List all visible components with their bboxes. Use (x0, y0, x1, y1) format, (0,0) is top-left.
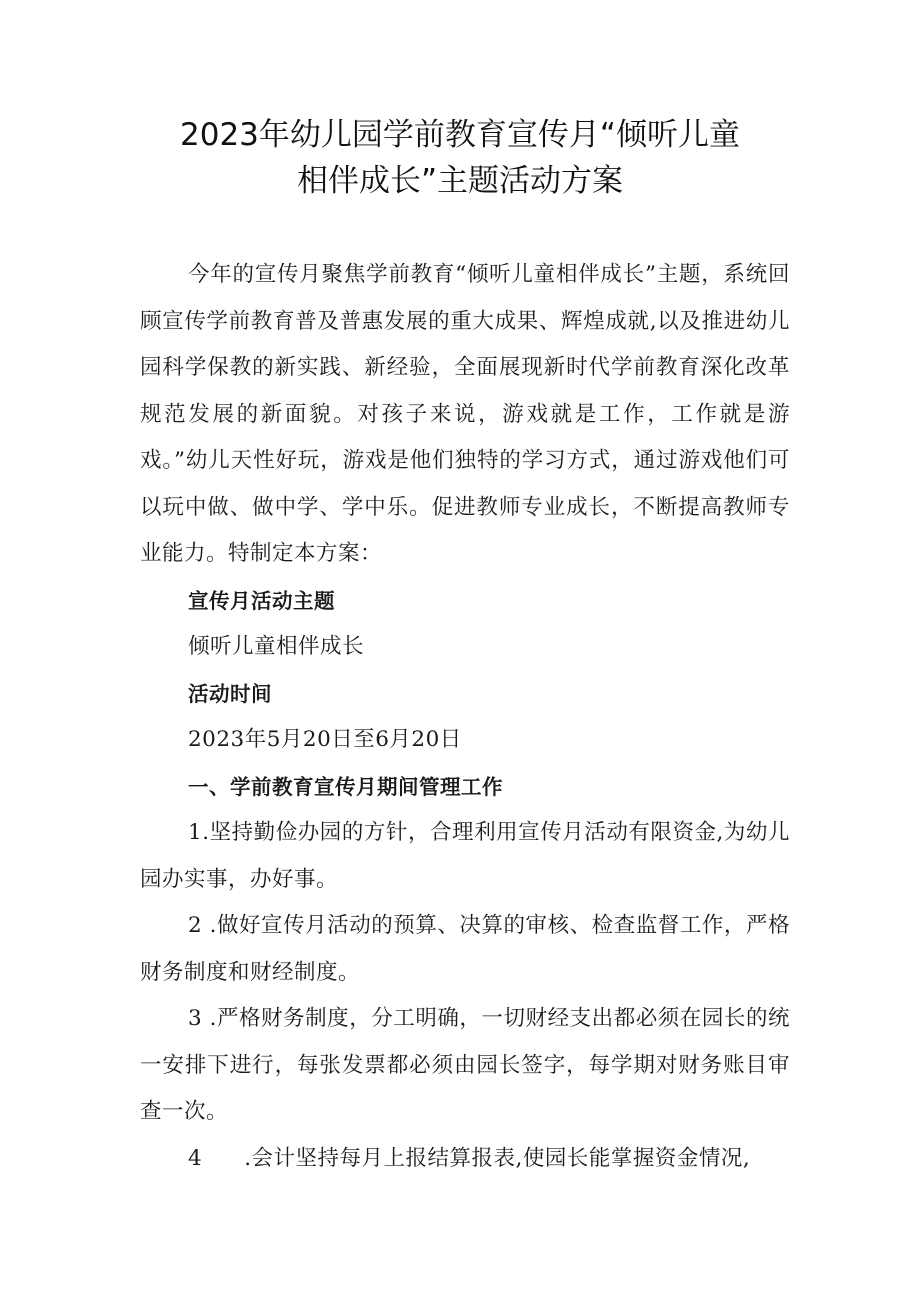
title-line-1: 2023年幼儿园学前教育宣传月“倾听儿童 (180, 117, 740, 153)
document-body (140, 252, 790, 1182)
theme-heading: 宣传月活动主题 (188, 588, 335, 613)
list-item (140, 996, 790, 1136)
list-item (140, 903, 790, 996)
item-number: 2 (188, 913, 203, 938)
list-item (140, 810, 790, 903)
title-line-2: 相伴成长”主题活动方案 (296, 163, 624, 199)
intro-paragraph: 今年的宣传月聚焦学前教育“倾听儿童相伴成长”主题，系统回顾宣传学前教育普及普惠发展的重大成果、辉煌成就,以及推进幼儿园科学保教的新实践、新经验，全面展现新时代学前教育深化改革规范发展的新面貌。对孩子来说，游戏就是工作，工作就是游戏。”幼儿天性好玩，游戏是他们独特的学习方式，通过游戏他们可以玩中做、做中学、学中乐。促进教师专业成长，不断提高教师专业能力。特制定本方案： (140, 262, 790, 566)
item-text: .会计坚持每月上报结算报表,使园长能掌握资金情况, (244, 1145, 751, 1171)
list-item (140, 1136, 790, 1183)
section-1-heading: 一、学前教育宣传月期间管理工作 (188, 774, 503, 799)
document-title (100, 112, 820, 204)
item-number: 1 (188, 820, 203, 845)
item-number: 3 (188, 1006, 203, 1031)
item-number: 4 (188, 1145, 203, 1171)
item-text: .严格财务制度，分工明确，一切财经支出都必须在园长的统一安排下进行，每张发票都必须由园长签字，每学期对财务账目审查一次。 (140, 1006, 790, 1124)
theme-text: 倾听儿童相伴成长 (188, 634, 365, 659)
item-text: .做好宣传月活动的预算、决算的审核、检查监督工作，严格财务制度和财经制度。 (140, 913, 790, 985)
time-heading: 活动时间 (188, 681, 272, 706)
item-text: .坚持勤俭办园的方针，合理利用宣传月活动有限资金,为幼儿园办实事，办好事。 (140, 820, 790, 892)
time-text: 2023年5月20日至6月20日 (188, 727, 462, 752)
